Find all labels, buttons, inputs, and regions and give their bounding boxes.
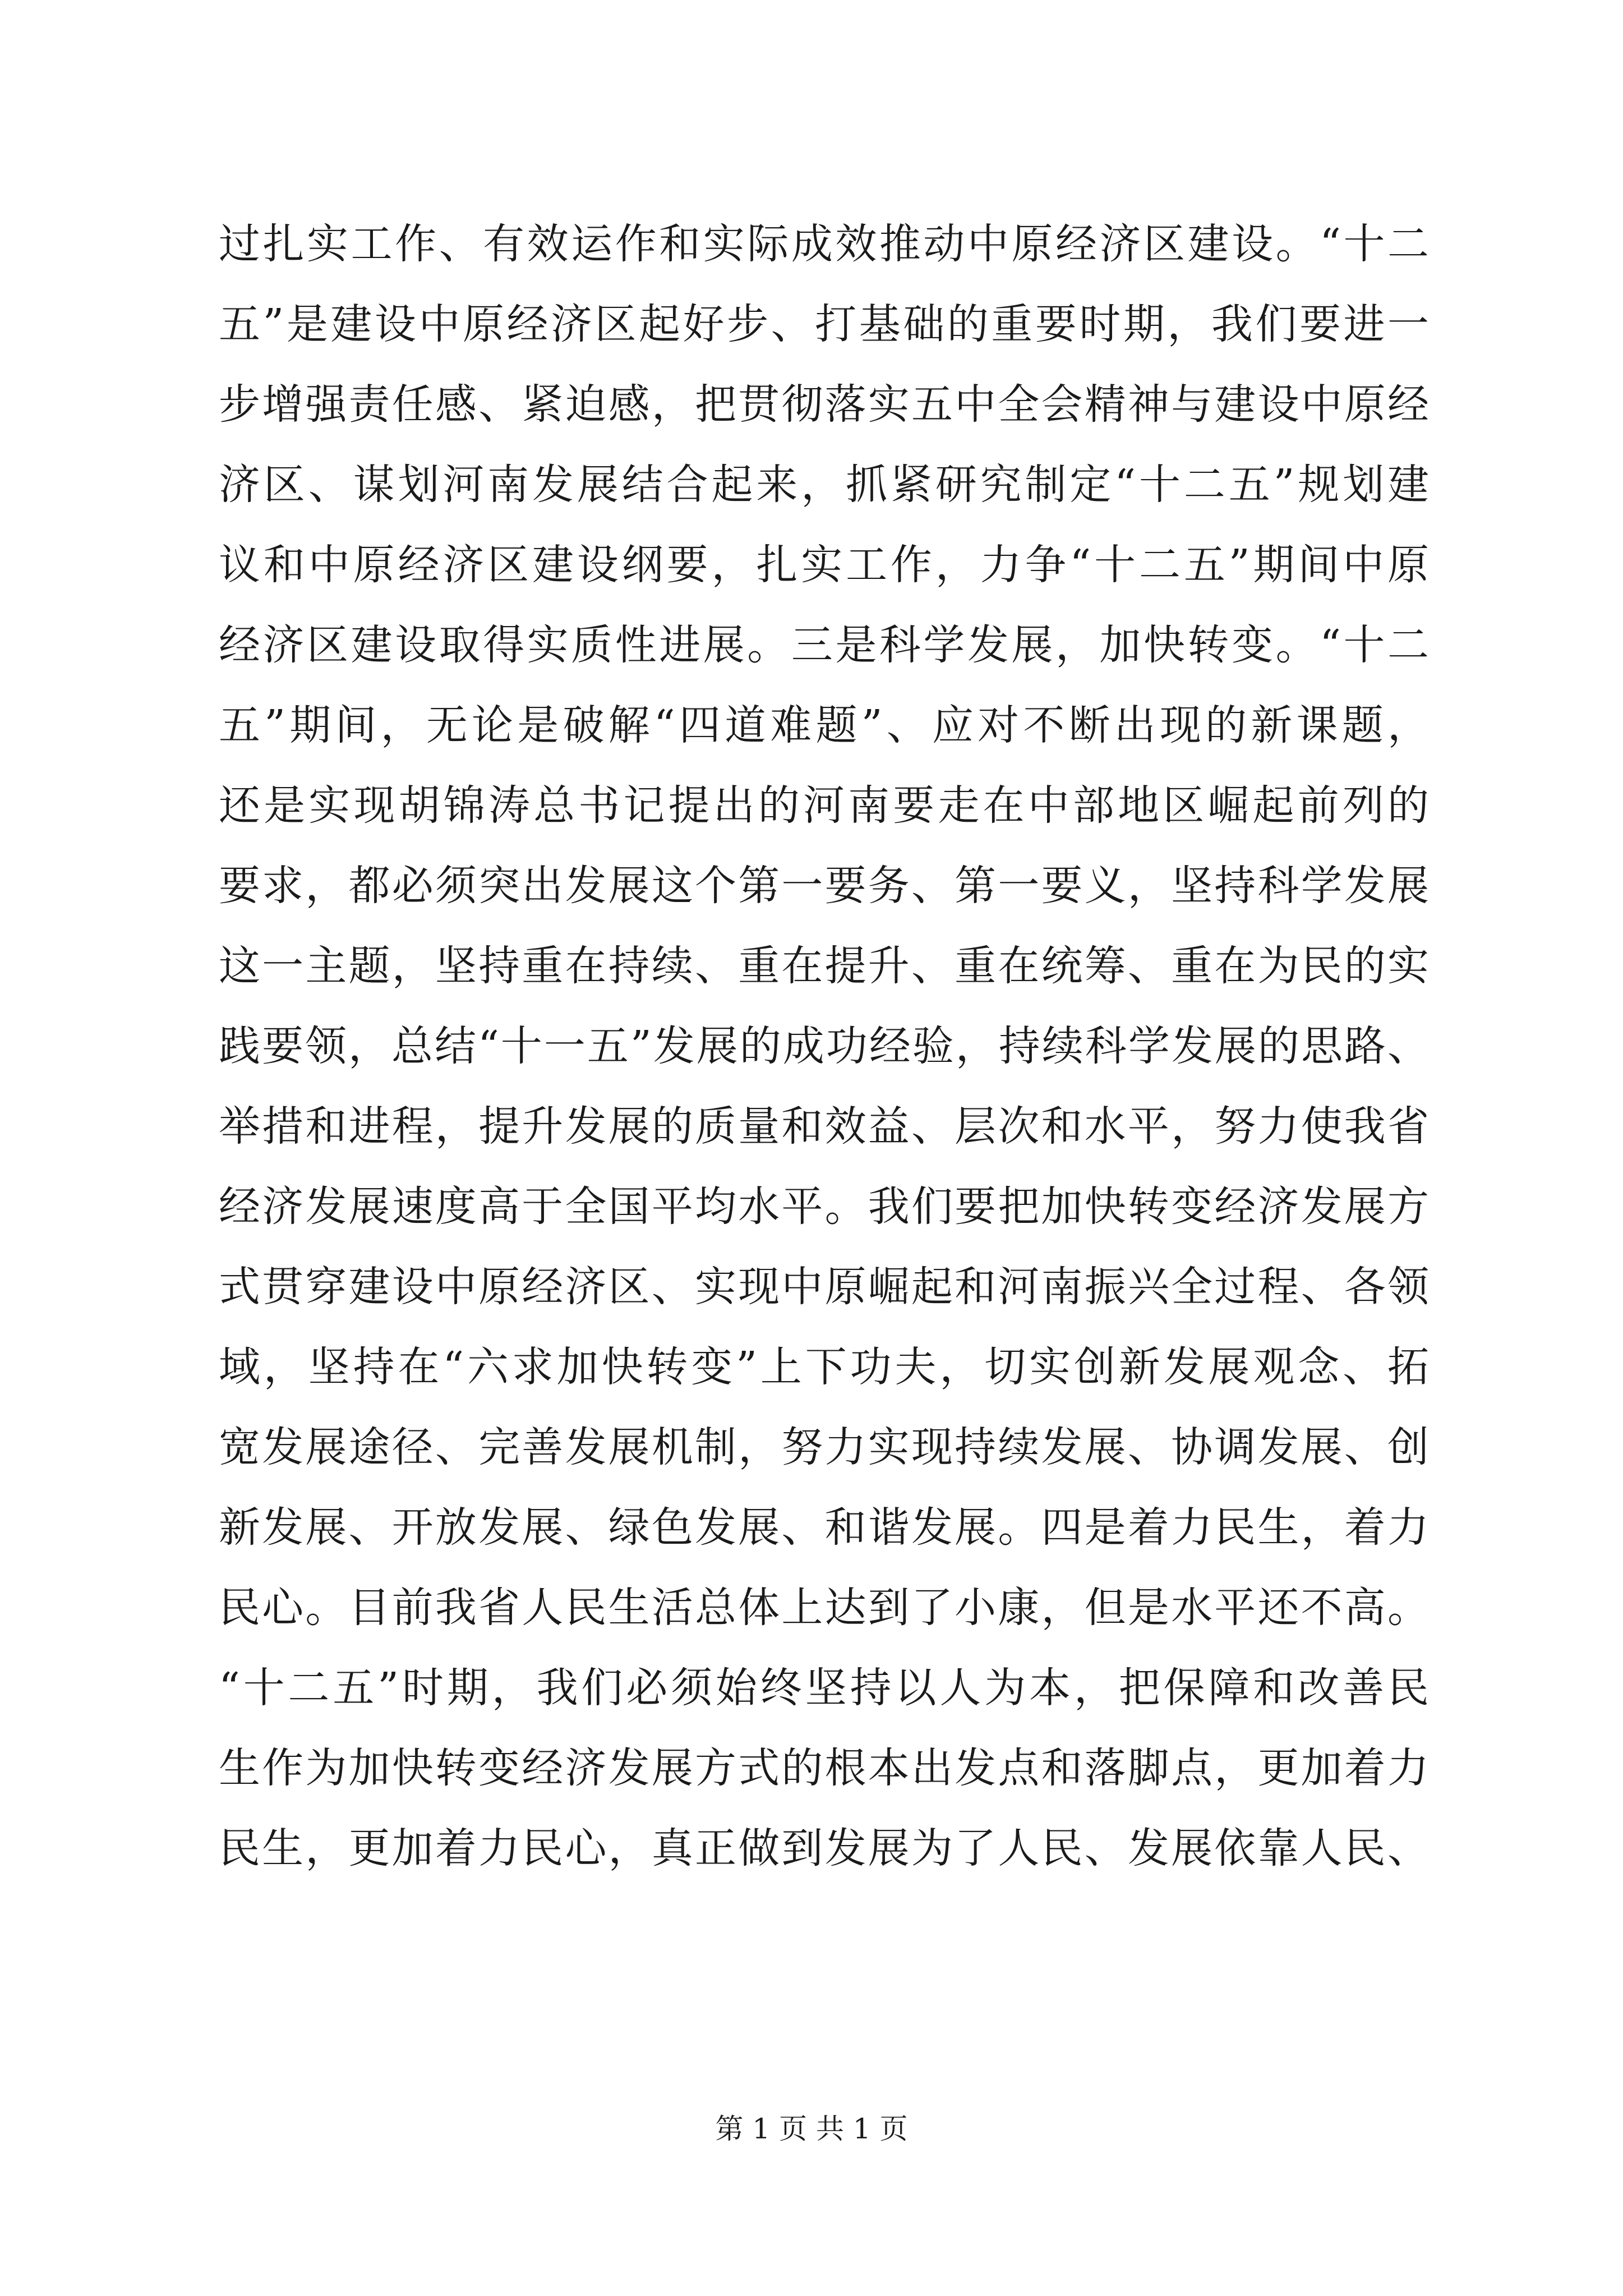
text-line: 还是实现胡锦涛总书记提出的河南要走在中部地区崛起前列的 xyxy=(219,781,1430,830)
text-line: 五”期间，无论是破解“四道难题”、应对不断出现的新课题， xyxy=(219,701,1430,749)
text-line: 经济区建设取得实质性进展。三是科学发展，加快转变。“十二 xyxy=(219,621,1430,669)
text-line: 践要领，总结“十一五”发展的成功经验，持续科学发展的思路、 xyxy=(219,1022,1430,1070)
text-line: 宽发展途径、完善发展机制，努力实现持续发展、协调发展、创 xyxy=(219,1423,1430,1471)
text-line: 要求，都必须突出发展这个第一要务、第一要义，坚持科学发展 xyxy=(219,862,1430,910)
text-line: 式贯穿建设中原经济区、实现中原崛起和河南振兴全过程、各领 xyxy=(219,1263,1430,1311)
text-line: 议和中原经济区建设纲要，扎实工作，力争“十二五”期间中原 xyxy=(219,541,1430,589)
text-line: 这一主题，坚持重在持续、重在提升、重在统筹、重在为民的实 xyxy=(219,942,1430,990)
text-line: 济区、谋划河南发展结合起来，抓紧研究制定“十二五”规划建 xyxy=(219,461,1430,509)
text-line: 新发展、开放发展、绿色发展、和谐发展。四是着力民生，着力 xyxy=(219,1503,1430,1552)
text-line: 过扎实工作、有效运作和实际成效推动中原经济区建设。“十二 xyxy=(219,220,1430,268)
text-line: 步增强责任感、紧迫感，把贯彻落实五中全会精神与建设中原经 xyxy=(219,380,1430,429)
text-line: 域，坚持在“六求加快转变”上下功夫，切实创新发展观念、拓 xyxy=(219,1343,1430,1391)
text-line: 经济发展速度高于全国平均水平。我们要把加快转变经济发展方 xyxy=(219,1182,1430,1231)
page-number-footer: 第 1 页 共 1 页 xyxy=(715,2113,908,2145)
text-line: 民生，更加着力民心，真正做到发展为了人民、发展依靠人民、 xyxy=(219,1824,1430,1872)
text-line: 举措和进程，提升发展的质量和效益、层次和水平，努力使我省 xyxy=(219,1102,1430,1151)
text-line: 生作为加快转变经济发展方式的根本出发点和落脚点，更加着力 xyxy=(219,1744,1430,1792)
text-line: “十二五”时期，我们必须始终坚持以人为本，把保障和改善民 xyxy=(219,1664,1430,1712)
text-line: 五”是建设中原经济区起好步、打基础的重要时期，我们要进一 xyxy=(219,300,1430,348)
text-line: 民心。目前我省人民生活总体上达到了小康，但是水平还不高。 xyxy=(219,1584,1430,1632)
